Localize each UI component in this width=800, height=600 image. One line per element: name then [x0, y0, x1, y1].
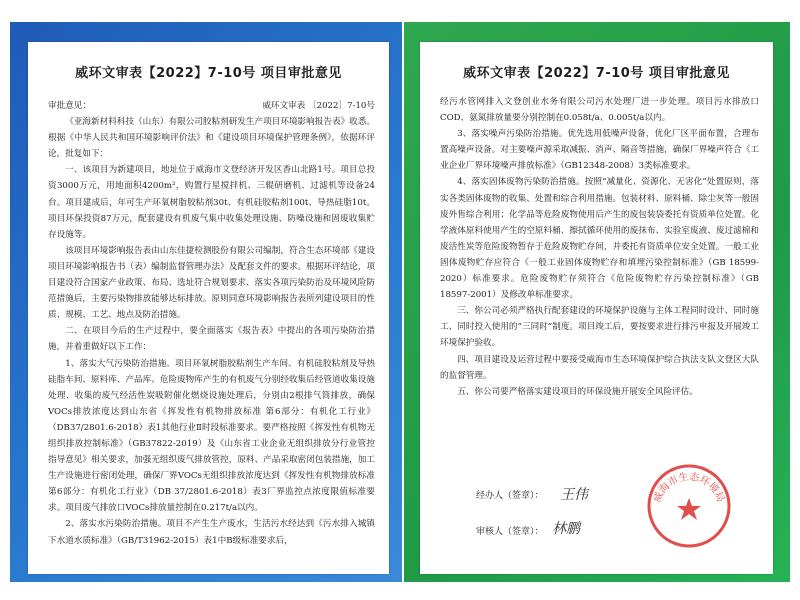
reviewer-signature-row: [476, 524, 544, 537]
right-paragraph: 五、你公司要严格落实建设项目的环保设施开展安全风险评估。: [457, 386, 698, 397]
right-paragraph: 四、项目建设及运营过程中要接受威海市生态环境保护综合执法支队文登区大队的监督管理。: [440, 354, 759, 381]
left-paragraph: 该项目环境影响报告表由山东佳捷检测股份有限公司编制，符合生态环境部《建设项目环境影响报告书（表）编制监督管理办法》及配套文件的要求。根据环评结论，项目建设符合国家产业政策、布局、选址符合规划要求、落实各项污染防治及环境风险防范措施后，主要污染物排放能够达标排放。原则同意环境影响报告表所列建设项目的性质、规模、工艺、地点及防治措施。: [48, 245, 375, 321]
right-document-title: 威环文审表【2022】7-10号 项目审批意见: [463, 66, 730, 81]
document-reference: 威环文审表 〔2022〕7-10号: [262, 101, 375, 111]
left-document-page: [28, 42, 389, 574]
left-document-body: [48, 98, 375, 549]
left-paragraph: 1、落实大气污染防治措施。项目环氧树脂胶粘剂生产车间、有机硅胶粘剂及导热硅脂车间、原料库、产品库、危险废物库产生的有机废气分别经收集后经管道收集设施处理、收集的废气经活性炭吸附催化燃烧设施处理后，分别由2根排气筒排放，确保VOCs排放浓度达到山东省《挥发性有机物排放标准 第6部分：有机化工行业》（DB37/2801.6-2018）表1其他行业Ⅱ时段标准要求。要严格按照《挥发性有机物无组织排放控制标准》（GB37822-2019）及《山东省工业企业无组织排放分行业管控指导意见》相关要求，加强无组织废气排放管控，原料、产品采取密闭包装措施，加工生产设施进行密闭处理，确保厂界VOCs无组织排放浓度达到《挥发性有机物排放标准 第6部分：有机化工行业》（DB 37/2801.6-2018）表3厂界监控点浓度限值标准要求。项目废气排放口VOCs排放量控制在0.217t/a以内。: [48, 358, 375, 514]
left-document-title: 威环文审表【2022】7-10号 项目审批意见: [75, 66, 342, 81]
handler-label: 经办人（签章）：: [476, 491, 544, 501]
right-paragraph: 三、你公司必须严格执行配套建设的环境保护设施与主体工程同时设计、同时施工、同时投入使用的“三同时”制度。项目竣工后，要按要求进行排污申报及开展竣工环境保护验收。: [440, 306, 759, 349]
right-paragraph: 经污水管网排入文登创业水务有限公司污水处理厂进一步处理。项目污水排放口COD、氨氮排放量要分别控制在0.058t/a、0.005t/a以内。: [440, 97, 759, 124]
left-paragraph: 一、该项目为新建项目，地址位于威海市文登经济开发区香山北路1号。项目总投资3000万元，用地面积4200m²，购置行星搅拌机、三辊研磨机、过滤机等设备24台。项目建成后，年可生产环氧树脂胶粘剂30t、有机硅胶粘剂100t、导热硅脂10t。项目环保投资87万元，配套建设有机废气集中收集处理设施、防噪设施和固废收集贮存设施等。: [48, 165, 375, 240]
right-document-body: [440, 94, 759, 400]
handler-signature: 王伟: [560, 487, 588, 503]
right-paragraph: 3、落实噪声污染防治措施。优先选用低噪声设备，优化厂区平面布置，合理布置高噪声设备。对主要噪声源采取减振、消声、隔音等措施，确保厂界噪声符合《工业企业厂界环境噪声排放标准》（GB12348-2008）3类标准要求。: [440, 129, 759, 172]
official-seal-icon: [645, 462, 733, 550]
seal-text: 威海市生态环境局: [652, 471, 726, 505]
approval-heading: 审批意见：: [48, 101, 91, 111]
left-paragraph: 二、在项目今后的生产过程中，要全面落实《报告表》中提出的各项污染防治措施，并着重做好以下工作：: [48, 326, 375, 353]
left-paragraph: 2、落实水污染防治措施。项目不产生生产废水，生活污水经达到《污水排入城镇下水道水质标准》（GB/T31962-2015）表1中B级标准要求后，: [48, 519, 375, 546]
left-paragraph: 《亚海新材料科技（山东）有限公司胶粘剂研发生产项目环境影响报告表》收悉。根据《中华人民共和国环境影响评价法》和《建设项目环境保护管理条例》，依据环评论，批复如下：: [48, 117, 375, 160]
right-paragraph: 4、落实固体废物污染防治措施。按照“减量化、资源化、无害化”处置原则，落实各类固体废物的收集、处置和综合利用措施。包装材料、原料桶、除尘灰等一般固废外售综合利用；化学品等危险废物使用后产生的废包装袋委托有资质单位处置。化学液体原料使用产生的空原料桶、擦拭循环使用的废抹布、实验室废液、废过滤棉和废活性炭等危险废物暂存于危险废物贮存间，并委托有资质单位安全处置。一般工业固体废物贮存应符合《一般工业固体废物贮存和填埋污染控制标准》（GB 18599-2020）标准要求。危险废物贮存须符合《危险废物贮存污染控制标准》（GB 18597-2001）及修改单标准要求。: [440, 177, 759, 301]
reviewer-signature: 林鹏: [552, 521, 580, 537]
handler-signature-row: [476, 488, 544, 501]
left-document-header: [48, 98, 375, 114]
reviewer-label: 审核人（签章）：: [476, 527, 544, 537]
